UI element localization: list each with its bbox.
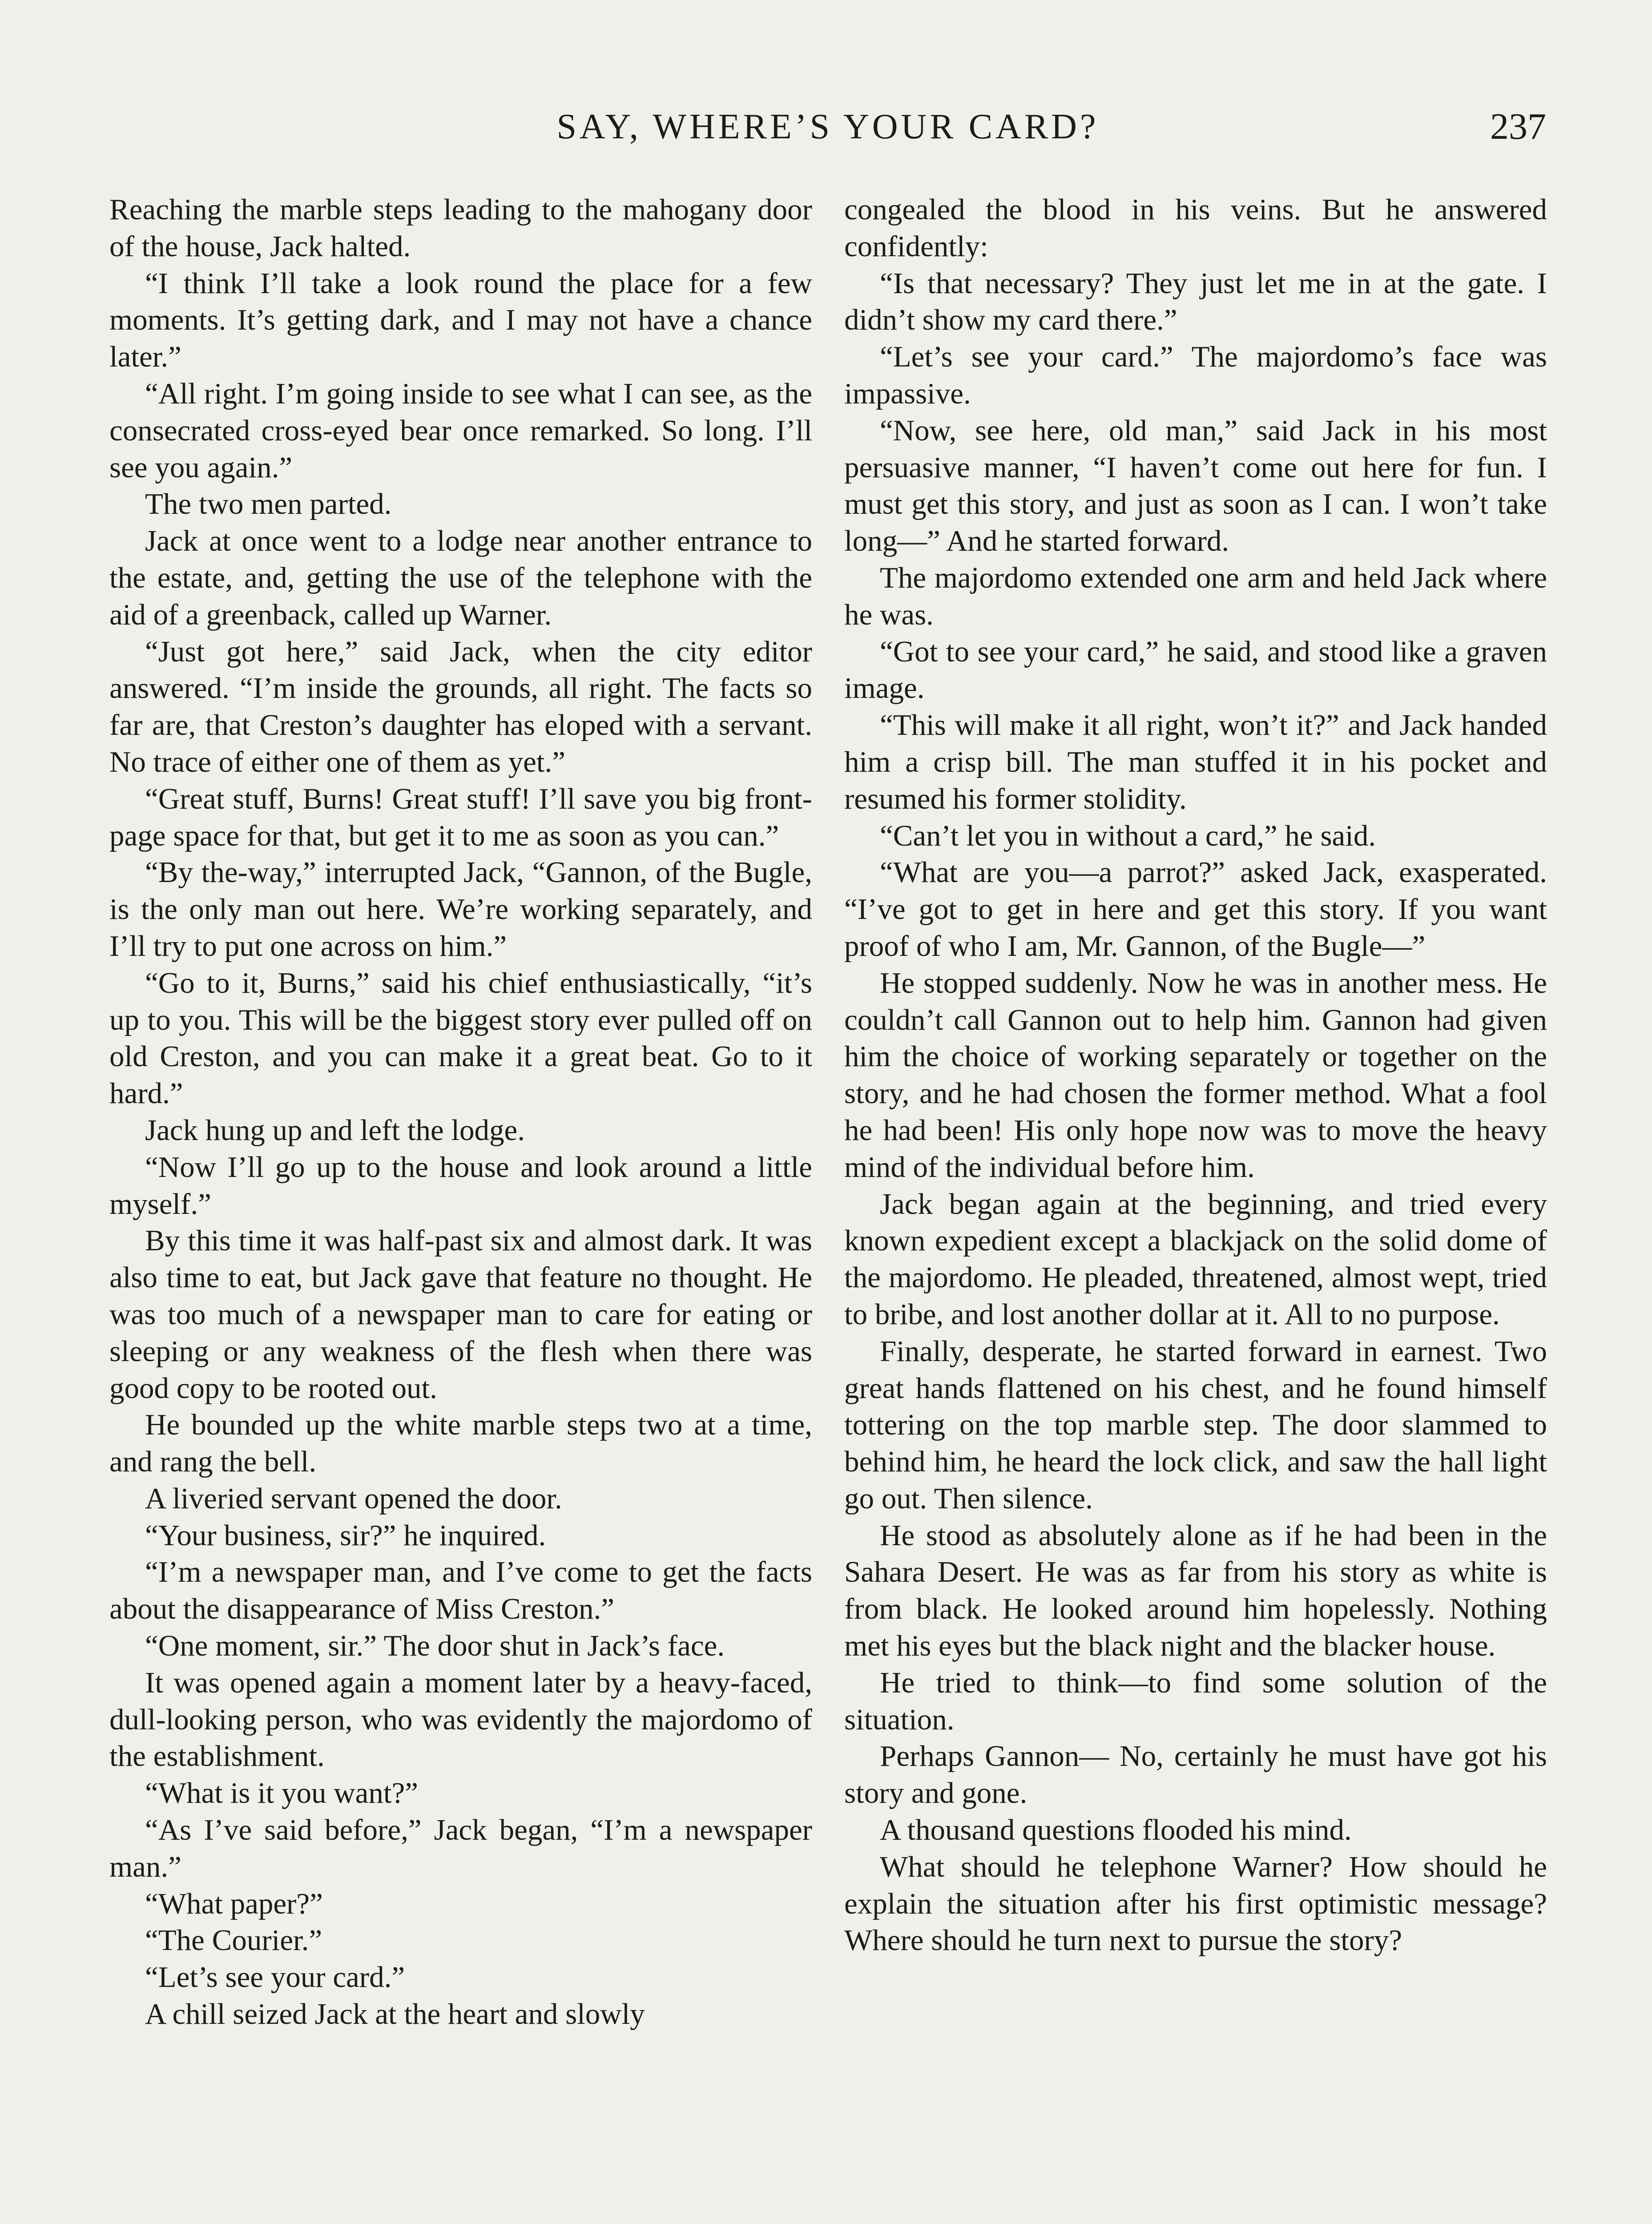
paragraph: Reaching the marble steps leading to the mahogany door of the house, Jack halted. [109, 193, 812, 263]
paragraph: A thousand questions flooded his mind. [880, 1813, 1352, 1847]
paragraph: “Now I’ll go up to the house and look around a little myself.” [109, 1150, 812, 1221]
paragraph: “Go to it, Burns,” said his chief enthusiastically, “it’s up to you. This will be the biggest story ever pulled off on old Creston, and you can make it a great beat. Go to it hard.” [109, 966, 812, 1110]
paragraph: “Great stuff, Burns! Great stuff! I’ll save you big front-page space for that, but get it to me as soon as you can.” [109, 782, 812, 852]
paragraph: What should he telephone Warner? How should he explain the situation after his first optimistic message? Where should he turn next to pursue the story? [844, 1850, 1547, 1957]
paragraph: “Got to see your card,” he said, and stood like a graven image. [844, 635, 1547, 705]
paragraph: He stopped suddenly. Now he was in another mess. He couldn’t call Gannon out to help him. Gannon had given him the choice of working separately or together on the story, and he had chosen the former method. What a fool he had been! His only hope now was to move the heavy mind of the individual before him. [844, 966, 1547, 1184]
paragraph: “This will make it all right, won’t it?” and Jack handed him a crisp bill. The man stuffed it in his pocket and resumed his former stolidity. [844, 709, 1547, 815]
paragraph: The two men parted. [145, 488, 392, 521]
paragraph: He tried to think—to find some solution of the situation. [844, 1666, 1547, 1736]
paragraph: “I think I’ll take a look round the place for a few moments. It’s getting dark, and I may not have a chance later.” [109, 266, 812, 374]
paragraph: “Now, see here, old man,” said Jack in his most persuasive manner, “I haven’t come out here for fun. I must get this story, and just as soon as I can. I won’t take long—” And he started forward. [844, 414, 1547, 558]
paragraph: “Let’s see your card.” The majordomo’s face was impassive. [844, 340, 1547, 410]
paragraph: A liveried servant opened the door. [145, 1482, 562, 1515]
paragraph: “The Courier.” [145, 1924, 322, 1957]
paragraph: “Let’s see your card.” [145, 1961, 405, 1994]
paragraph: Perhaps Gannon— No, certainly he must have got his story and gone. [844, 1740, 1547, 1810]
right-column [844, 191, 1547, 1959]
paragraph: “One moment, sir.” The door shut in Jack’s face. [145, 1629, 725, 1663]
paragraph: Jack began again at the beginning, and tried every known expedient except a blackjack on the solid dome of the majordomo. He pleaded, threatened, almost wept, tried to bribe, and lost another dollar at it. All to no purpose. [844, 1187, 1547, 1331]
paragraph: A chill seized Jack at the heart and slowly [145, 1998, 645, 2031]
paragraph: “All right. I’m going inside to see what I can see, as the consecrated cross-eyed bear once remarked. So long. I’ll see you again.” [109, 377, 812, 484]
page-number: 237 [1490, 106, 1546, 147]
paragraph: “I’m a newspaper man, and I’ve come to get the facts about the disappearance of Miss Creston.” [109, 1555, 812, 1626]
paragraph: “As I’ve said before,” Jack began, “I’m a newspaper man.” [109, 1813, 812, 1883]
paragraph: “By the-way,” interrupted Jack, “Gannon, of the Bugle, is the only man out here. We’re working separately, and I’ll try to put one across on him.” [109, 856, 812, 963]
running-head [109, 100, 1546, 153]
paragraph: Jack hung up and left the lodge. [145, 1113, 525, 1147]
paragraph: Finally, desperate, he started forward in earnest. Two great hands flattened on his chest, and he found himself tottering on the top marble step. The door slammed to behind him, he heard the lock click, and saw the hall light go out. Then silence. [844, 1334, 1547, 1515]
paragraph: The majordomo extended one arm and held Jack where he was. [844, 561, 1547, 631]
paragraph: He stood as absolutely alone as if he had been in the Sahara Desert. He was as far from his story as white is from black. He looked around him hopelessly. Nothing met his eyes but the black night and the blacker house. [844, 1519, 1547, 1663]
paragraph: “Is that necessary? They just let me in at the gate. I didn’t show my card there.” [844, 266, 1547, 337]
left-column [109, 191, 812, 2033]
paragraph: congealed the blood in his veins. But he answered confidently: [844, 193, 1547, 263]
paragraph: It was opened again a moment later by a heavy-faced, dull-looking person, who was evidently the majordomo of the establishment. [109, 1666, 812, 1773]
paragraph: “What are you—a parrot?” asked Jack, exasperated. “I’ve got to get in here and get this story. If you want proof of who I am, Mr. Gannon, of the Bugle—” [844, 856, 1547, 963]
paragraph: “What is it you want?” [145, 1777, 418, 1810]
paragraph: By this time it was half-past six and almost dark. It was also time to eat, but Jack gave that feature no thought. He was too much of a newspaper man to care for eating or sleeping or any weakness of the flesh when there was good copy to be rooted out. [109, 1224, 812, 1405]
paragraph: “What paper?” [145, 1887, 323, 1920]
paragraph: “Can’t let you in without a card,” he said. [880, 819, 1376, 852]
paragraph: He bounded up the white marble steps two at a time, and rang the bell. [109, 1408, 812, 1479]
paragraph: “Just got here,” said Jack, when the city editor answered. “I’m inside the grounds, all right. The facts so far are, that Creston’s daughter has eloped with a servant. No trace of either one of them as yet.” [109, 635, 812, 778]
paragraph: Jack at once went to a lodge near another entrance to the estate, and, getting the use of the telephone with the aid of a greenback, called up Warner. [109, 524, 812, 631]
paragraph: “Your business, sir?” he inquired. [145, 1519, 546, 1552]
running-title: SAY, WHERE’S YOUR CARD? [556, 107, 1099, 146]
